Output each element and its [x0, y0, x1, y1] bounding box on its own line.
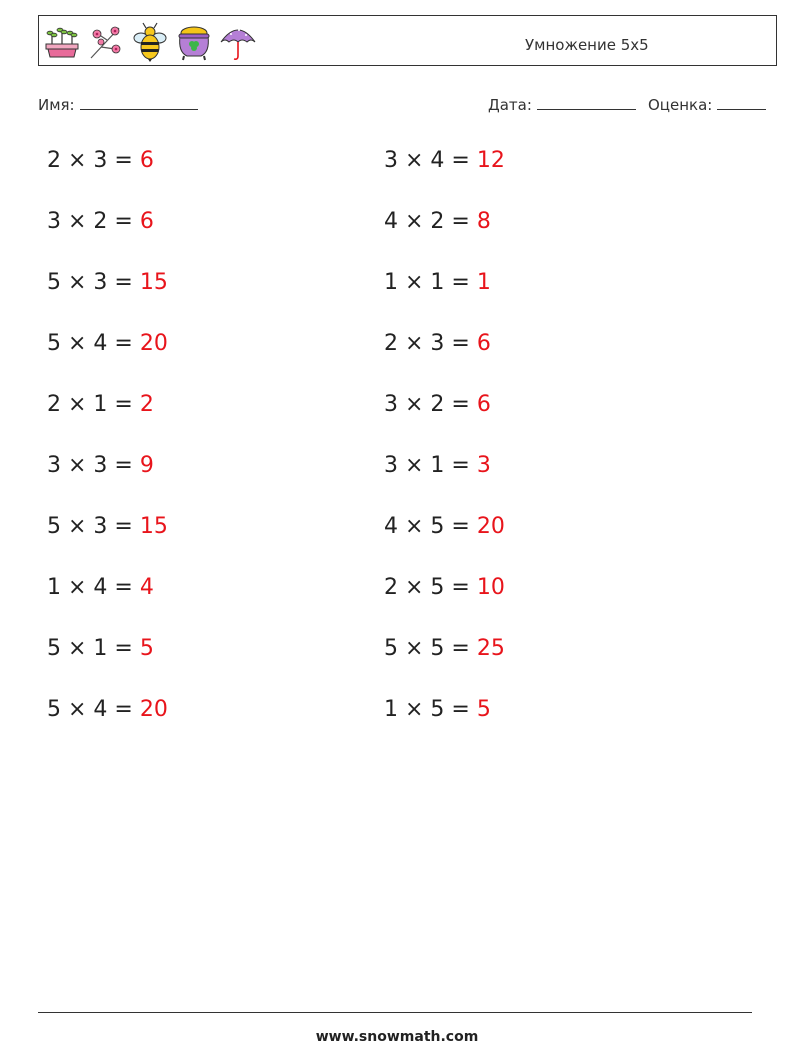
problem-factor: 1 — [430, 270, 445, 295]
problem-operator: × — [61, 331, 94, 356]
problem-item — [384, 331, 491, 356]
problem-question: 1 — [384, 697, 398, 722]
problem-factor: 2 — [430, 392, 445, 417]
date-line[interactable] — [537, 95, 636, 110]
problem-factor: 4 — [93, 331, 108, 356]
problem-question: 3 — [384, 148, 398, 173]
problem-operator: × — [398, 453, 431, 478]
problem-operator: × — [61, 453, 94, 478]
problem-question: 4 — [384, 514, 398, 539]
problem-item — [47, 209, 154, 234]
problem-factor: 5 — [430, 575, 445, 600]
problem-question: 2 — [47, 148, 61, 173]
problem-factor: 5 — [430, 697, 445, 722]
problem-equals: = — [444, 697, 477, 722]
problem-question: 1 — [384, 270, 398, 295]
problem-operator: × — [398, 575, 431, 600]
problem-item — [384, 270, 491, 295]
problem-factor: 5 — [430, 636, 445, 661]
problem-operator: × — [398, 392, 431, 417]
problem-item — [384, 697, 491, 722]
problem-question: 4 — [384, 209, 398, 234]
problem-operator: × — [398, 636, 431, 661]
name-label: Имя: — [38, 96, 75, 114]
problem-equals: = — [107, 575, 140, 600]
problem-equals: = — [107, 148, 140, 173]
problem-factor: 1 — [93, 636, 108, 661]
problem-question: 1 — [47, 575, 61, 600]
problem-equals: = — [107, 636, 140, 661]
problem-question: 3 — [384, 392, 398, 417]
problem-operator: × — [61, 209, 94, 234]
problem-operator: × — [61, 392, 94, 417]
problem-operator: × — [398, 148, 431, 173]
problem-item — [384, 392, 491, 417]
grade-label: Оценка: — [648, 96, 713, 114]
problem-factor: 3 — [93, 270, 108, 295]
problem-question: 2 — [47, 392, 61, 417]
problem-factor: 2 — [93, 209, 108, 234]
problem-equals: = — [107, 392, 140, 417]
problem-answer: 8 — [476, 209, 491, 234]
problem-question: 2 — [384, 331, 398, 356]
problem-equals: = — [444, 209, 477, 234]
problem-factor: 1 — [430, 453, 445, 478]
problem-question: 3 — [47, 209, 61, 234]
problem-factor: 1 — [93, 392, 108, 417]
problem-item — [47, 575, 154, 600]
problem-answer: 6 — [476, 331, 491, 356]
problem-factor: 4 — [430, 148, 445, 173]
problem-equals: = — [107, 331, 140, 356]
problem-item — [47, 331, 168, 356]
problem-item — [384, 575, 505, 600]
problem-question: 3 — [47, 453, 61, 478]
bee-icon — [131, 22, 169, 62]
problem-equals: = — [107, 270, 140, 295]
problem-answer: 15 — [139, 270, 168, 295]
problem-answer: 6 — [139, 209, 154, 234]
problem-question: 2 — [384, 575, 398, 600]
problem-factor: 3 — [430, 331, 445, 356]
problem-item — [384, 453, 491, 478]
problem-factor: 3 — [93, 148, 108, 173]
problem-operator: × — [61, 514, 94, 539]
problem-equals: = — [444, 575, 477, 600]
problem-equals: = — [107, 697, 140, 722]
problem-item — [384, 636, 505, 661]
problem-operator: × — [398, 697, 431, 722]
problem-operator: × — [61, 697, 94, 722]
date-field[interactable] — [488, 95, 636, 114]
problem-question: 5 — [47, 636, 61, 661]
problem-equals: = — [444, 392, 477, 417]
problem-equals: = — [444, 148, 477, 173]
problem-answer: 3 — [476, 453, 491, 478]
problem-factor: 4 — [93, 575, 108, 600]
problem-item — [47, 453, 154, 478]
flower-branch-icon — [87, 22, 125, 62]
problem-equals: = — [444, 514, 477, 539]
problem-question: 5 — [47, 697, 61, 722]
problem-equals: = — [107, 514, 140, 539]
footer-url: www.snowmath.com — [315, 1029, 479, 1045]
problem-factor: 5 — [430, 514, 445, 539]
problem-factor: 3 — [93, 453, 108, 478]
problem-question: 5 — [384, 636, 398, 661]
problem-equals: = — [107, 209, 140, 234]
problem-equals: = — [444, 636, 477, 661]
potted-plants-icon — [43, 22, 81, 62]
problem-question: 5 — [47, 514, 61, 539]
problem-answer: 12 — [476, 148, 505, 173]
problem-equals: = — [107, 453, 140, 478]
problem-item — [47, 148, 154, 173]
problem-factor: 2 — [430, 209, 445, 234]
problem-answer: 5 — [139, 636, 154, 661]
problem-answer: 5 — [476, 697, 491, 722]
problem-answer: 20 — [139, 697, 168, 722]
problem-answer: 10 — [476, 575, 505, 600]
problem-answer: 6 — [476, 392, 491, 417]
problem-equals: = — [444, 453, 477, 478]
problem-item — [47, 392, 154, 417]
problem-item — [384, 148, 505, 173]
header-icons — [43, 21, 257, 63]
problem-factor: 3 — [93, 514, 108, 539]
problem-equals: = — [444, 331, 477, 356]
problem-factor: 4 — [93, 697, 108, 722]
problem-equals: = — [444, 270, 477, 295]
problem-answer: 15 — [139, 514, 168, 539]
problem-answer: 4 — [139, 575, 154, 600]
problem-item — [47, 270, 168, 295]
worksheet-title: Умножение 5x5 — [525, 36, 649, 54]
problem-answer: 25 — [476, 636, 505, 661]
name-field[interactable] — [38, 95, 198, 114]
problem-operator: × — [61, 270, 94, 295]
problem-item — [47, 636, 154, 661]
problem-answer: 1 — [476, 270, 491, 295]
problem-question: 5 — [47, 270, 61, 295]
problem-operator: × — [398, 270, 431, 295]
problem-answer: 2 — [139, 392, 154, 417]
problem-operator: × — [398, 514, 431, 539]
date-label: Дата: — [488, 96, 532, 114]
worksheet-header — [38, 15, 777, 66]
problem-operator: × — [61, 148, 94, 173]
problem-operator: × — [398, 331, 431, 356]
name-line[interactable] — [80, 95, 198, 110]
grade-field[interactable] — [648, 95, 766, 114]
problem-operator: × — [61, 636, 94, 661]
problem-question: 5 — [47, 331, 61, 356]
problem-answer: 9 — [139, 453, 154, 478]
problem-item — [47, 514, 168, 539]
footer-divider — [38, 1012, 752, 1013]
problem-item — [384, 514, 505, 539]
problem-operator: × — [398, 209, 431, 234]
problem-operator: × — [61, 575, 94, 600]
problem-item — [47, 697, 168, 722]
umbrella-icon — [219, 22, 257, 62]
problem-answer: 20 — [476, 514, 505, 539]
grade-line[interactable] — [717, 95, 766, 110]
problem-answer: 6 — [139, 148, 154, 173]
pot-of-gold-icon — [175, 22, 213, 62]
problem-answer: 20 — [139, 331, 168, 356]
problem-item — [384, 209, 491, 234]
problem-question: 3 — [384, 453, 398, 478]
